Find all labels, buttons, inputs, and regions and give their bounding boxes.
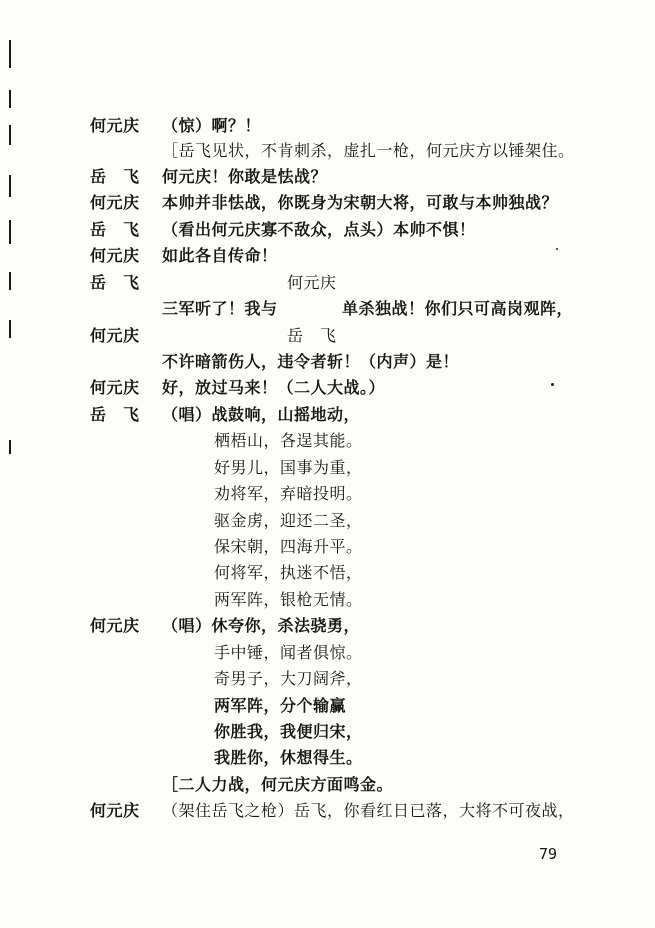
binding-mark [9, 175, 11, 197]
dialogue-line: （惊）啊？！ [162, 116, 262, 135]
speaker-yue-fei: 岳 飞 [90, 167, 140, 186]
binding-mark [9, 90, 11, 108]
binding-mark [9, 320, 11, 338]
dialogue-name-lower: 岳 飞 [287, 326, 337, 345]
song-line: 劝将军，弃暗投明。 [214, 484, 363, 503]
speaker-he-yuanqing: 何元庆 [90, 246, 140, 265]
speaker-he-yuanqing: 何元庆 [90, 193, 140, 212]
song-line: 栖梧山，各逞其能。 [214, 431, 363, 450]
song-line: 好男儿，国事为重， [214, 458, 363, 477]
dialogue-line: 本帅并非怯战，你既身为宋朝大将，可敢与本帅独战？ [162, 193, 559, 212]
speaker-he-yuanqing: 何元庆 [90, 326, 140, 345]
song-line: 手中锤，闻者俱惊。 [214, 643, 363, 662]
dialogue-line: 单杀独战！你们只可高岗观阵， [342, 299, 574, 318]
speaker-yue-fei: 岳 飞 [90, 220, 140, 239]
speaker-he-yuanqing: 何元庆 [90, 616, 140, 635]
page-number: 79 [539, 845, 558, 863]
song-line: 两军阵，分个输赢 [214, 696, 347, 715]
dialogue-line: 三军听了！我与 [162, 299, 278, 318]
binding-mark [9, 272, 11, 290]
stage-direction: ［二人力战，何元庆方面鸣金。 [162, 775, 394, 794]
song-line: 何将军，执迷不悟， [214, 563, 363, 582]
dialogue-line: 不许暗箭伤人，违令者斩！（内声）是！ [162, 352, 460, 371]
song-line: 我胜你，休想得生。 [214, 748, 363, 767]
speaker-yue-fei: 岳 飞 [90, 273, 140, 292]
song-line: 奇男子，大刀阔斧， [214, 669, 363, 688]
binding-mark [9, 220, 11, 244]
print-speck [551, 383, 554, 386]
dialogue-line: 好，放过马来！（二人大战。） [162, 378, 386, 397]
print-speck [556, 248, 558, 250]
song-line: 两军阵，银枪无情。 [214, 590, 363, 609]
dialogue-name-upper: 何元庆 [287, 273, 337, 292]
dialogue-line: 如此各自传命！ [162, 246, 278, 265]
dialogue-line: （看出何元庆寡不敌众，点头）本帅不惧！ [162, 220, 476, 239]
binding-mark [9, 40, 11, 68]
dialogue-line: （架住岳飞之枪）岳飞，你看红日已落，大将不可夜战， [162, 801, 575, 820]
song-line: （唱）休夸你，杀法骁勇， [162, 616, 361, 635]
song-line: （唱）战鼓响，山摇地动， [162, 405, 361, 424]
song-line: 你胜我，我便归宋， [214, 722, 363, 741]
song-line: 驱金虏，迎还二圣， [214, 511, 363, 530]
binding-mark [9, 440, 11, 454]
speaker-he-yuanqing: 何元庆 [90, 801, 140, 820]
speaker-he-yuanqing: 何元庆 [90, 378, 140, 397]
speaker-yue-fei: 岳 飞 [90, 405, 140, 424]
binding-mark [9, 125, 11, 145]
stage-direction: ［岳飞见状，不肯刺杀，虚扎一枪，何元庆方以锤架住。 [162, 141, 575, 160]
dialogue-line: 何元庆！你敢是怯战？ [162, 167, 328, 186]
song-line: 保宋朝，四海升平。 [214, 537, 363, 556]
speaker-he-yuanqing: 何元庆 [90, 116, 140, 135]
